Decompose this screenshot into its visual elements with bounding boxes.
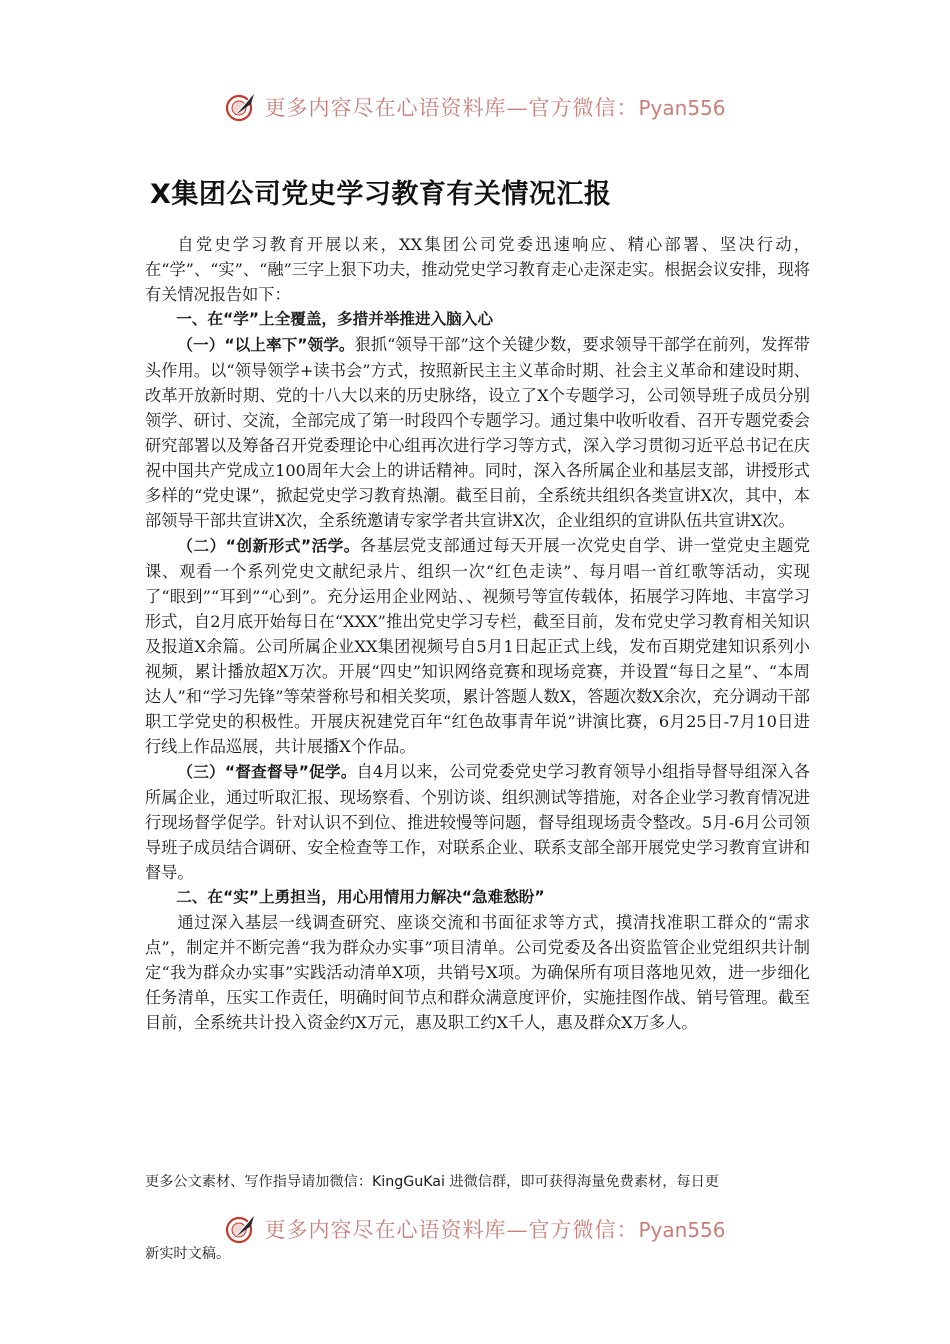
- quill-logo-icon: [224, 1212, 258, 1246]
- section-heading: 二、在“实”上勇担当，用心用情用力解决“急难愁盼”: [176, 888, 545, 906]
- banner-text: 更多内容尽在心语资料库—官方微信：Pyan556: [264, 1218, 726, 1242]
- subsection-paragraph: [145, 533, 810, 759]
- section-heading: 一、在“学”上全覆盖，多措并举推进入脑入心: [176, 310, 493, 328]
- subsection-paragraph: [145, 332, 810, 533]
- body-paragraph: 自党史学习教育开展以来，XX集团公司党委迅速响应、精心部署、坚决行动，在“学”、“实”、“融”三字上狠下功夫，推动党史学习教育走心走深走实。根据会议安排，现将有关情况报告如下：: [145, 235, 810, 304]
- subsection-lead: （二）“创新形式”活学。: [177, 537, 360, 555]
- subsection-lead: （三）“督查督导”促学。: [177, 763, 357, 781]
- quill-logo-icon: [224, 90, 258, 124]
- document-title: X集团公司党史学习教育有关情况汇报: [150, 179, 612, 210]
- subsection-lead: （一）“以上率下”领学。: [177, 336, 355, 354]
- subsection-text: 狠抓“领导干部”这个关键少数，要求领导干部学在前列，发挥带头作用。以“领导领学+读书会”方式，按照新民主主义革命时期、社会主义革命和建设时期、改革开放新时期、党的十八大以来的历史脉络，设立了X个专题学习，公司领导班子成员分别领学、研讨、交流，全部完成了第一时段四个专题学习。通过集中收听收看、召开专题党委会研究部署以及筹备召开党委理论中心组再次进行学习等方式，深入学习贯彻习近平总书记在庆祝中国共产党成立100周年大会上的讲话精神。同时，深入各所属企业和基层支部，讲授形式多样的“党史课”，掀起党史学习教育热潮。截至目前，全系统共组织各类宣讲X次，其中，本部领导干部共宣讲X次，全系统邀请专家学者共宣讲X次，企业组织的宣讲队伍共宣讲X次。: [145, 335, 810, 530]
- subsection-text: 各基层党支部通过每天开展一次党史自学、讲一堂党史主题党课、观看一个系列党史文献纪录片、组织一次“红色走读”、每月唱一首红歌等活动，实现了“眼到”“耳到”“心到”。充分运用企业网站、、视频号等宣传载体，拓展学习阵地、丰富学习形式，自2月底开始每日在“XXX”推出党史学习专栏，截至目前，发布党史学习教育相关知识及报道X余篇。公司所属企业XX集团视频号自5月1日起正式上线，发布百期党建知识系列小视频，累计播放超X万次。开展“四史”知识网络竞赛和现场竞赛，并设置“每日之星”、“本周达人”和“学习先锋”等荣誉称号和相关奖项，累计答题人数X，答题次数X余次，充分调动干部职工学党史的积极性。开展庆祝建党百年“红色故事青年说”讲演比赛，6月25日-7月10日进行线上作品巡展，共计展播X个作品。: [145, 536, 811, 756]
- banner-text: 更多内容尽在心语资料库—官方微信：Pyan556: [264, 96, 726, 120]
- body-paragraph: 通过深入基层一线调查研究、座谈交流和书面征求等方式，摸清找准职工群众的“需求点”，制定并不断完善“我为群众办实事”项目清单。公司党委及各出资监管企业党组织共计制定“我为群众办实事”实践活动清单X项，共销号X项。为确保所有项目落地见效，进一步细化任务清单，压实工作责任，明确时间节点和群众满意度评价，实施挂图作战、销号管理。截至目前，全系统共计投入资金约X万元，惠及职工约X千人，惠及群众X万多人。: [145, 913, 810, 1032]
- subsection-paragraph: [145, 759, 810, 885]
- banner-wechat-id: Pyan556: [638, 1218, 726, 1242]
- document-body: [145, 232, 810, 1035]
- footer-note-end: 新实时文稿。: [145, 1246, 231, 1262]
- watermark-banner-bottom: [0, 1207, 950, 1251]
- banner-wechat-id: Pyan556: [638, 96, 726, 120]
- watermark-banner-top: [0, 85, 950, 129]
- footer-note: 更多公文素材、写作指导请加微信：KingGuKai 进微信群，即可获得海量免费素材，每日更: [145, 1174, 719, 1190]
- subsection-text: 自4月以来，公司党委党史学习教育领导小组指导督导组深入各所属企业，通过听取汇报、现场察看、个别访谈、组织测试等措施，对各企业学习教育情况进行现场督学促学。针对认识不到位、推进较慢等问题，督导组现场责令整改。5月-6月公司领导班子成员结合调研、安全检查等工作，对联系企业、联系支部全部开展党史学习教育宣讲和督导。: [145, 762, 810, 882]
